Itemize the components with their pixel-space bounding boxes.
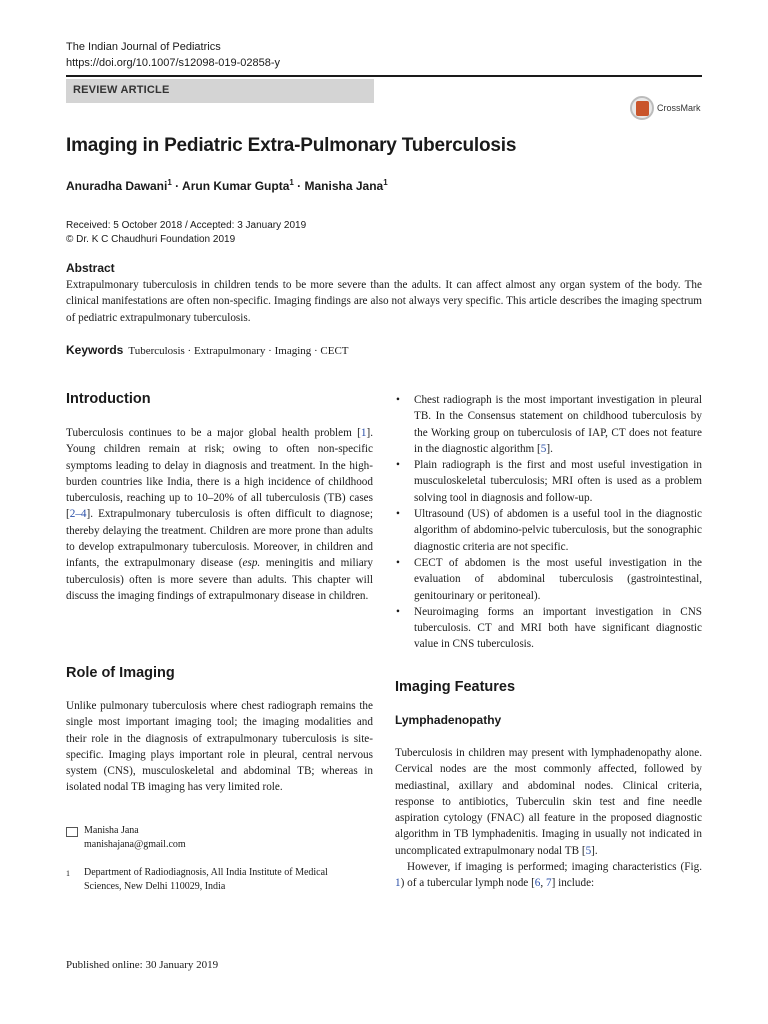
correspondence-info (84, 824, 186, 851)
affiliation-number: 1 (66, 869, 70, 878)
role-heading: Role of Imaging (66, 665, 175, 681)
published-date: Published online: 30 January 2019 (66, 959, 219, 971)
citation-link[interactable]: 5 (540, 442, 547, 455)
affiliation-text: Department of Radiodiagnosis, All India Institute of Medical Sciences, New Delhi 110029, India (84, 867, 328, 892)
author-affiliation: 1 (383, 178, 388, 187)
crossmark-label: CrossMark (657, 103, 701, 113)
list-item: • Neuroimaging forms an important investigation in CNS tuberculosis. CT and MRI both have significant diagnostic value in CNS tuberculosis. (395, 604, 702, 653)
doi-link[interactable]: https://doi.org/10.1007/s12098-019-02858-y (66, 57, 281, 69)
article-type: REVIEW ARTICLE (73, 84, 170, 96)
correspondence-email[interactable]: manishajana@gmail.com (84, 838, 186, 850)
figure-link[interactable]: 1 (395, 877, 401, 890)
author-affiliation: 1 (167, 178, 172, 187)
article-title: Imaging in Pediatric Extra-Pulmonary Tuberculosis (66, 135, 517, 156)
journal-header (66, 39, 280, 71)
header-rule (66, 75, 702, 77)
imaging-features-heading: Imaging Features (395, 679, 516, 695)
role-text: Unlike pulmonary tuberculosis where chest radiograph remains the single most important imaging tool; the imaging modalities and their role in the diagnosis of extrapulmonary tuberculosis is site-specific. Imaging plays important role in pleural, central nervous system (CNS), musculoskeletal and abdominal TB; whereas in isolated nodal TB imaging has very limited role. (66, 700, 373, 794)
correspondence-name: Manisha Jana (84, 825, 139, 836)
copyright: © Dr. K C Chaudhuri Foundation 2019 (66, 234, 236, 245)
imaging-role-bullets (395, 392, 702, 653)
received-accepted: Received: 5 October 2018 / Accepted: 3 January 2019 (66, 220, 307, 231)
citation-link[interactable]: 5 (585, 844, 592, 857)
author-list: Anuradha Dawani$^1$ · Arun Kumar Gupta$^1$ · Manisha Jana$^1$ (66, 178, 388, 193)
abstract-text: Extrapulmonary tuberculosis in children tends to be more severe than the adults. It can affect almost any organ system of the body. The clinical manifestations are often non-specific. Imaging findings are also not always very specific. This article describes the imaging spectrum of pediatric extrapulmonary tuberculosis. (66, 279, 702, 324)
author-name[interactable]: Manisha Jana (304, 179, 384, 193)
author-affiliation: 1 (289, 178, 294, 187)
crossmark-icon (630, 96, 654, 120)
introduction-heading: Introduction (66, 391, 151, 407)
list-item: • Plain radiograph is the first and most useful investigation in musculoskeletal tuberculosis; MRI often is used as a problem solving tool in diagnosis and follow-up. (395, 457, 702, 506)
author-name[interactable]: Anuradha Dawani (66, 179, 168, 193)
citation-link[interactable]: 6 (534, 877, 541, 890)
crossmark-badge[interactable] (630, 94, 740, 122)
list-item: • CECT of abdomen is the most useful investigation in the evaluation of abdominal tuberculosis (gastrointestinal, genitourinary or peritoneal). (395, 555, 702, 604)
correspondence (66, 826, 85, 841)
keywords-text: Tuberculosis · Extrapulmonary · Imaging · CECT (128, 345, 349, 357)
keywords-label: Keywords (66, 343, 124, 357)
keywords (66, 343, 349, 357)
citation-link[interactable]: 1 (360, 427, 367, 439)
article-type-banner (66, 79, 374, 103)
citation-link[interactable]: 7 (545, 877, 552, 890)
citation-link[interactable]: 2–4 (69, 508, 87, 521)
journal-name: The Indian Journal of Pediatrics (66, 41, 221, 53)
introduction-text: Tuberculosis continues to be a major global health problem [1]. Young children remain at risk; owing to often non-specific symptoms leading to delay in diagnosis and treatment. In the high-burden countries like India, there is a high incidence of childhood tuberculosis, reaching up to 10–20% of all tuberculosis (TB) cases [2–4]. Extrapulmonary tuberculosis is often difficult to diagnose; thereby delaying the treatment. Children are more prone than adults to develop extrapulmonary tuberculosis. Moreover, in children and infants, the extrapulmonary disease (esp. meningitis and miliary tuberculosis) often is more severe than adults. This chapter will discuss the imaging findings of extrapulmonary disease in children. (66, 427, 373, 602)
lymphadenopathy-text: Tuberculosis in children may present with lymphadenopathy alone. Cervical nodes are the most commonly affected, followed by mediastinal, axillary and abdominal nodes. Clinical criteria, response to antibiotics, Tuberculin skin test and fine needle aspiration cytology (FNAC) all feature in the proposed diagnostic algorithm in TB lymphadenitis. Imaging in usually not indicated in uncomplicated extrapulmonary nodal TB [5]. However, if imaging is performed; imaging characteristics (Fig. 1) of a tubercular lymph node [6, 7] include: (395, 747, 702, 890)
abstract-heading: Abstract (66, 261, 115, 275)
article-dates (66, 219, 306, 247)
author-name[interactable]: Arun Kumar Gupta (182, 179, 290, 193)
envelope-icon (66, 827, 78, 837)
list-item: • Ultrasound (US) of abdomen is a useful tool in the diagnostic algorithm of abdomino-pelvic tuberculosis, but the sonographic diagnostic criteria are not specific. (395, 506, 702, 555)
list-item: • Chest radiograph is the most important investigation in pleural TB. In the Consensus statement on childhood tuberculosis by the Working group on tuberculosis of IAP, CT does not feature in the diagnostic algorithm [5]. (395, 392, 702, 457)
lymphadenopathy-heading: Lymphadenopathy (395, 713, 502, 727)
